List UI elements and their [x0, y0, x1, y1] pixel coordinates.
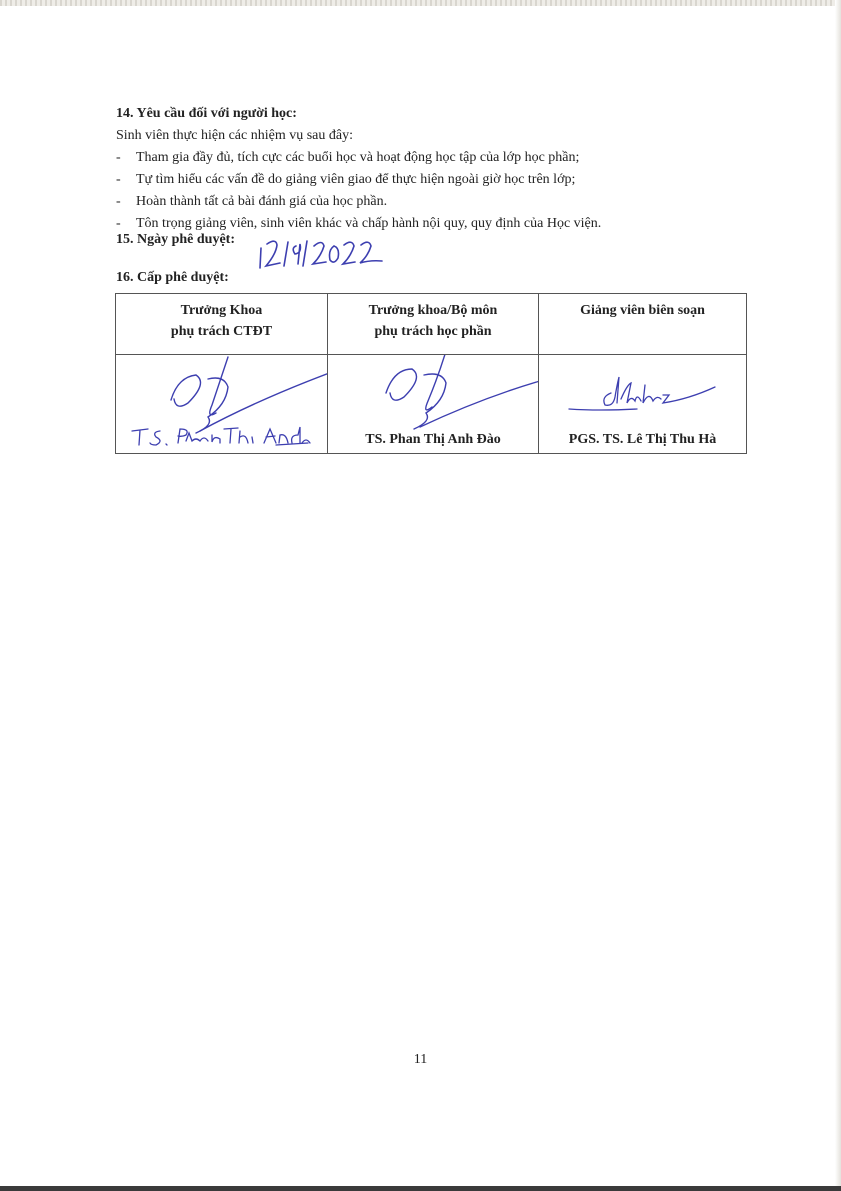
list-item: - Hoàn thành tất cả bài đánh giá của học phần. [116, 194, 388, 209]
list-item: - Tự tìm hiểu các vấn đề do giảng viên giao để thực hiện ngoài giờ học trên lớp; [116, 172, 576, 187]
requirements-section [116, 103, 756, 235]
signer-name: PGS. TS. Lê Thị Thu Hà [568, 432, 717, 447]
list-item: - Tôn trọng giảng viên, sinh viên khác và chấp hành nội quy, quy định của Học viện. [116, 216, 602, 231]
requirements-intro: Sinh viên thực hiện các nhiệm vụ sau đây: [116, 128, 353, 143]
approval-date-label: 15. Ngày phê duyệt: [116, 232, 236, 247]
list-item: - Tham gia đầy đủ, tích cực các buổi học và hoạt động học tập của lớp học phần; [116, 150, 580, 165]
handwritten-date [258, 236, 388, 270]
column-header-department-head: Trưởng khoa/Bộ môn phụ trách học phần [328, 294, 539, 355]
signature-cell-lecturer [539, 355, 747, 454]
scan-edge-bottom [0, 1186, 841, 1191]
signature-cell-faculty-head [116, 355, 328, 454]
approval-table [115, 293, 747, 454]
scan-edge-right [835, 0, 841, 1191]
signer-name: TS. Phan Thị Anh Đào [365, 432, 501, 447]
requirements-heading: 14. Yêu cầu đối với người học: [116, 106, 297, 121]
column-header-faculty-head: Trưởng Khoa phụ trách CTĐT [116, 294, 328, 355]
page-number: 11 [413, 1052, 428, 1067]
handwritten-name [126, 423, 311, 451]
scan-edge-top [0, 0, 841, 6]
column-header-lecturer: Giảng viên biên soạn [539, 294, 747, 355]
approval-level-heading: 16. Cấp phê duyệt: [116, 270, 229, 285]
signature-cell-department-head [328, 355, 539, 454]
